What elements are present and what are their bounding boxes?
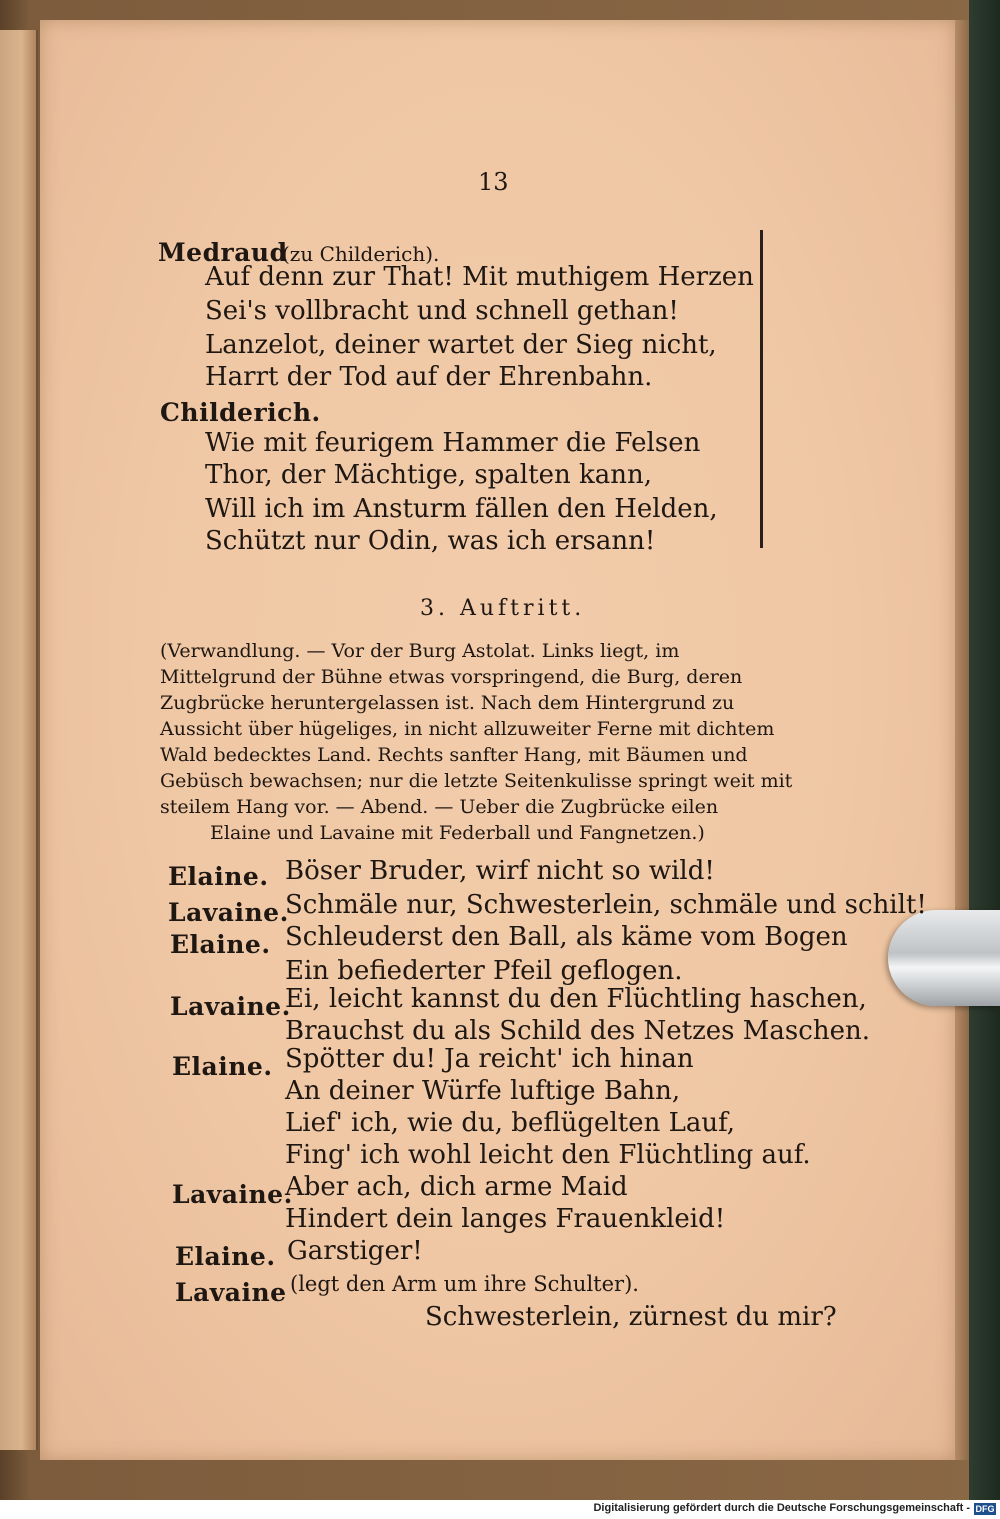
verse-line: Fing' ich wohl leicht den Flüchtling auf. (285, 1140, 811, 1170)
verse-line: Schwesterlein, zürnest du mir? (425, 1302, 837, 1332)
speaker-name: Medraud (158, 238, 288, 267)
verse-line: Aber ach, dich arme Maid (285, 1172, 628, 1202)
facing-page-edge (0, 30, 38, 1450)
verse-line: Garstiger! (287, 1236, 423, 1266)
speaker-name: Lavaine. (168, 898, 289, 927)
page-number: 13 (478, 168, 509, 196)
verse-line: Will ich im Ansturm fällen den Helden, (205, 494, 718, 524)
verse-line: An deiner Würfe luftige Bahn, (285, 1076, 681, 1106)
speaker-name: Lavaine. (172, 1180, 293, 1209)
verse-line: Spötter du! Ja reicht' ich hinan (285, 1044, 694, 1074)
verse-line: Harrt der Tod auf der Ehrenbahn. (205, 362, 653, 392)
stage-direction-line: Elaine und Lavaine mit Federball und Fangnetzen.) (210, 822, 705, 844)
speaker-name: Elaine. (170, 930, 271, 959)
speaker-name: Elaine. (172, 1052, 273, 1081)
verse-line: Lief' ich, wie du, beflügelten Lauf, (285, 1108, 736, 1138)
speaker-direction: (legt den Arm um ihre Schulter). (290, 1272, 639, 1296)
stage-direction-line: Zugbrücke heruntergelassen ist. Nach dem Hintergrund zu (160, 692, 735, 714)
verse-line: Wie mit feurigem Hammer die Felsen (205, 428, 701, 458)
verse-line: Ei, leicht kannst du den Flüchtling haschen, (285, 984, 867, 1014)
footer-bar (0, 1500, 1000, 1519)
verse-line: Brauchst du als Schild des Netzes Maschen. (285, 1016, 870, 1046)
footer-credit: Digitalisierung gefördert durch die Deutsche Forschungsgemeinschaft - (593, 1502, 970, 1514)
page-stack-edge (955, 20, 969, 1460)
verse-line: Hindert dein langes Frauenkleid! (285, 1204, 726, 1234)
margin-rule (760, 230, 763, 548)
verse-line: Schmäle nur, Schwesterlein, schmäle und schilt! (285, 890, 927, 920)
verse-line: Schleuderst den Ball, als käme vom Bogen (285, 922, 848, 952)
verse-line: Ein befiederter Pfeil geflogen. (285, 956, 683, 986)
stage-direction-line: Wald bedecktes Land. Rechts sanfter Hang, mit Bäumen und (160, 744, 748, 766)
speaker-name: Lavaine. (170, 992, 291, 1021)
page-clip (888, 910, 1000, 1006)
speaker-direction: (zu Childerich). (282, 242, 440, 266)
dfg-logo: DFG (975, 1504, 995, 1514)
stage-direction-line: Gebüsch bewachsen; nur die letzte Seitenkulisse springt weit mit (160, 770, 793, 792)
book-cover-edge (969, 0, 1000, 1500)
scene-heading: 3. Auftritt. (420, 596, 586, 621)
verse-line: Schützt nur Odin, was ich ersann! (205, 526, 656, 556)
stage-direction-line: (Verwandlung. — Vor der Burg Astolat. Links liegt, im (160, 640, 680, 662)
verse-line: Lanzelot, deiner wartet der Sieg nicht, (205, 330, 717, 360)
stage-direction-line: Mittelgrund der Bühne etwas vorspringend, die Burg, deren (160, 666, 743, 688)
speaker-name: Lavaine (175, 1278, 287, 1307)
stage-direction-line: steilem Hang vor. — Abend. — Ueber die Zugbrücke eilen (160, 796, 719, 818)
verse-line: Thor, der Mächtige, spalten kann, (205, 460, 652, 490)
verse-line: Böser Bruder, wirf nicht so wild! (285, 856, 715, 886)
verse-line: Auf denn zur That! Mit muthigem Herzen (205, 262, 754, 292)
stage-direction-line: Aussicht über hügeliges, in nicht allzuweiter Ferne mit dichtem (160, 718, 775, 740)
verse-line: Sei's vollbracht und schnell gethan! (205, 296, 679, 326)
speaker-name: Childerich. (160, 398, 321, 427)
speaker-name: Elaine. (168, 862, 269, 891)
speaker-name: Elaine. (175, 1242, 276, 1271)
